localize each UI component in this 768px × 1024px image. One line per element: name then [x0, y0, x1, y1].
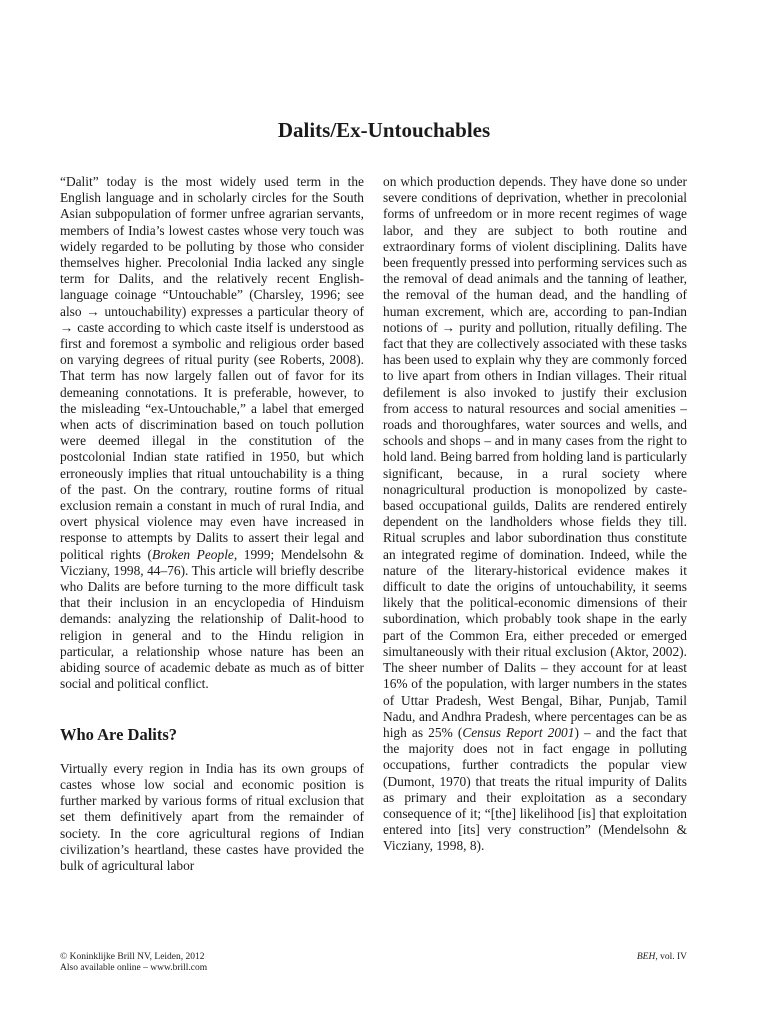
- continued-paragraph: [383, 174, 687, 855]
- journal-abbrev: BEH: [636, 952, 656, 962]
- article-title: Dalits/Ex-Untouchables: [277, 118, 491, 142]
- section-heading: Who Are Dalits?: [60, 724, 178, 744]
- intro-paragraph: [60, 174, 364, 693]
- continued-text-part2: ) – and the fact that the majority does not in fact engage in polluting occupations, further contradicts the popular view (Dumont, 1970) that treats the ritual impurity of Dalits as primary and their exploitation as a secondary consequence of it; “[the] likelihood [is] that exploitation entered into [its] very construction” (Mendelsohn & Vicziany, 1998, 8).: [383, 724, 688, 854]
- online-line: Also available online – www.brill.com: [60, 963, 208, 973]
- volume-label: , vol. IV: [655, 952, 687, 962]
- intro-italic-citation: Broken People: [151, 546, 234, 562]
- continued-italic-citation: Census Report 2001: [462, 724, 575, 740]
- section-paragraph: Virtually every region in India has its own groups of castes whose low social and economic position is further marked by various forms of ritual exclusion that set them definitively apart from the remainder of society. In the core agricultural regions of Indian civilization’s heartland, these castes have provided the bulk of agricultural labor: [60, 760, 364, 873]
- footer-volume: [637, 952, 687, 963]
- copyright-line: © Koninklijke Brill NV, Leiden, 2012: [60, 952, 205, 962]
- right-column: [383, 174, 687, 855]
- footer-copyright: [60, 952, 207, 974]
- continued-text-part1: on which production depends. They have done so under severe conditions of deprivation, whether in precolonial forms of unfreedom or in more recent regimes of wage labor, and they are subject to both routine and extraordinary forms of violent disciplining. Dalits have been frequently pressed into performing services such as the removal of dead animals and the tanning of leather, the removal of the human dead, and the handling of human excrement, which are, according to pan-Indian notions of → purity and pollution, ritually defiling. The fact that they are collectively associated with these tasks has been used to explain why they are commonly forced to live apart from others in Indian villages. Their ritual defilement is also invoked to justify their exclusion from access to natural resources and social amenities – roads and thoroughfares, water sources and wells, and schools and shops – and in many cases from the right to hold land. Being barred from holding land is particularly significant, because, in a rural society where nonagricultural production is monopolized by caste-based occupational guilds, Dalits are rendered entirely dependent on the landholders whose fields they till. Ritual scruples and labor subordination thus constitute an integrated regime of domination. Indeed, while the nature of the literary-historical evidence makes it difficult to date the origins of untouchability, it seems likely that the political-economic dimensions of their subordination, which probably took shape in the early part of the Common Era, either preceded or emerged simultaneously with their ritual exclusion (Aktor, 2002). The sheer number of Dalits – they account for at least 16% of the population, with larger numbers in the states of Uttar Pradesh, West Bengal, Bihar, Punjab, Tamil Nadu, and Andhra Pradesh, where percentages can be as high as 25% (: [383, 174, 687, 740]
- intro-text-part2: , 1999; Mendelsohn & Vicziany, 1998, 44–76). This article will briefly describe who Dalits are before turning to the more difficult task that their inclusion in an encyclopedia of Hinduism demands: analyzing the relationship of Dalit-hood to religion in general and to the Hindu religion in particular, a relationship whose nature has been an abiding source of academic debate as much as of bitter social and political conflict.: [60, 546, 364, 692]
- left-column: [60, 174, 364, 874]
- intro-text-part1: “Dalit” today is the most widely used term in the English language and in scholarly circles for the South Asian subpopulation of former unfree agrarian servants, members of India’s lowest castes whose very touch was widely regarded to be polluting by those who consider themselves higher. Precolonial India lacked any single term for Dalits, and the relatively recent English-language coinage “Untouchable” (Charsley, 1996; see also → untouchability) expresses a particular theory of → caste according to which caste itself is understood as first and foremost a symbolic and religious order based on varying degrees of ritual purity (see Roberts, 2008). That term has now largely fallen out of favor for its demeaning connotations. It is preferable, however, to the misleading “ex-Untouchable,” a label that emerged when acts of discrimination based on touch pollution were deemed illegal in the constitution of the postcolonial Indian state ratified in 1950, but which erroneously implies that ritual untouchability is a thing of the past. On the contrary, routine forms of ritual exclusion remain a constant in much of rural India, and overt physical violence may even have increased in response to attempts by Dalits to assert their legal and political rights (: [60, 174, 364, 562]
